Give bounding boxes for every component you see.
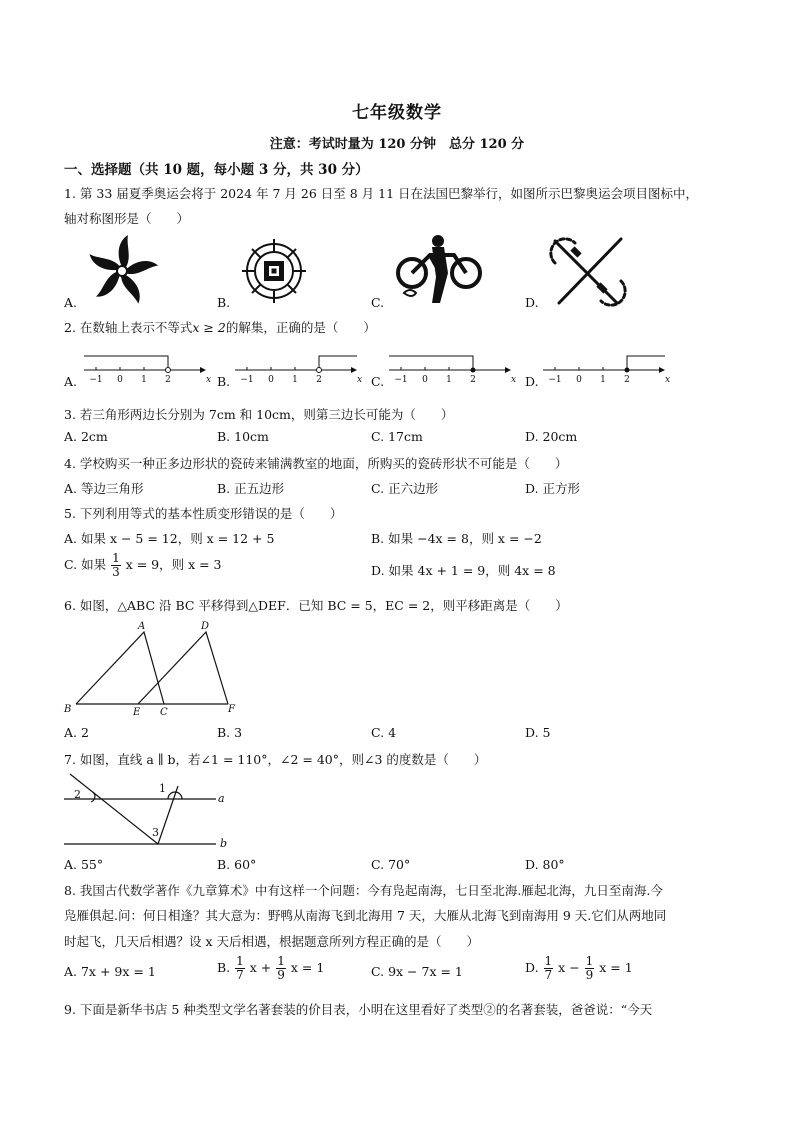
q2-option-c: C. (371, 374, 385, 389)
question-9-line-1: 9. 下面是新华书店 5 种类型文学名著套装的价目表，小明在这里看好了类型②的名著套装，爸爸说：“今天 (64, 1002, 653, 1017)
axis-arrow (659, 367, 665, 373)
target-icon (240, 237, 308, 305)
q5-option-a: A. 如果 x − 5 = 12，则 x = 12 + 5 (64, 531, 275, 546)
q5-option-c (64, 552, 222, 579)
fraction-numerator: 1 (277, 954, 285, 968)
fraction-denominator: 7 (236, 968, 244, 982)
exam-notice: 注意：考试时量为 120 分钟 总分 120 分 (269, 137, 525, 152)
translation-triangles-figure (60, 616, 250, 720)
axis-arrow (351, 367, 357, 373)
fraction-denominator: 9 (277, 968, 285, 982)
q2-option-d: D. (525, 374, 539, 389)
q3-option-b: B. 10cm (217, 429, 269, 444)
q7-option-d: D. 80° (525, 857, 565, 872)
tick-label: 1 (600, 375, 606, 385)
solid-dot (625, 368, 630, 373)
q8-option-a: A. 7x + 9x = 1 (64, 964, 156, 979)
cyclist-icon (394, 233, 484, 309)
fraction-numerator: 1 (585, 954, 594, 968)
q8-option-b-mid: x + (249, 960, 272, 975)
axis-variable-label: x (511, 375, 517, 385)
tick-label: −1 (394, 375, 408, 385)
q7-option-a: A. 55° (64, 857, 104, 872)
tick-label: 0 (422, 375, 428, 385)
label-f: F (228, 704, 235, 715)
question-8-line-1: 8. 我国古代数学著作《九章算术》中有这样一个问题：今有凫起南海，七日至北海.雁起北海，九日至南海.今 (64, 883, 663, 898)
q8-option-b-post: x = 1 (290, 960, 325, 975)
q6-option-b: B. 3 (217, 725, 243, 740)
tick-label: 1 (141, 375, 147, 385)
q8-option-b (217, 955, 324, 982)
fencing-icon (547, 233, 629, 311)
solid-dot (471, 368, 476, 373)
axis-variable-label: x (357, 375, 363, 385)
tick-label: 2 (165, 375, 171, 385)
axis-variable-label: x (665, 375, 671, 385)
label-d: D (201, 621, 210, 632)
angle-label-2: 2 (74, 788, 81, 801)
q2-inequality: x ≥ 2 (192, 320, 226, 335)
q8-option-d-label: D. (525, 960, 539, 975)
open-dot (166, 368, 171, 373)
tick-label: 2 (316, 375, 322, 385)
q3-option-d: D. 20cm (525, 429, 578, 444)
parallel-lines-figure (60, 768, 240, 852)
q1-option-c: C. (371, 295, 385, 310)
line-label-a: a (218, 792, 225, 805)
tick-label: −1 (89, 375, 103, 385)
tick-label: 2 (624, 375, 630, 385)
q3-option-a: A. 2cm (64, 429, 108, 444)
fraction-one-ninth (585, 955, 595, 982)
fraction-numerator: 1 (112, 551, 120, 565)
q2-number-line-c (387, 348, 519, 388)
question-7: 7. 如图，直线 a ∥ b，若∠1 = 110°，∠2 = 40°，则∠3 的度数是（ ） (64, 752, 487, 767)
pinwheel-icon (84, 233, 162, 309)
solution-bracket (319, 356, 357, 367)
q4-option-b: B. 正五边形 (217, 481, 285, 496)
section-heading: 一、选择题（共 10 题，每小题 3 分，共 30 分） (64, 162, 369, 178)
fraction-one-seventh (235, 955, 245, 982)
q2-stem-pre: 2. 在数轴上表示不等式 (64, 320, 193, 335)
solution-bracket (627, 356, 665, 367)
q4-option-a: A. 等边三角形 (64, 481, 144, 496)
q7-option-b: B. 60° (217, 857, 257, 872)
label-e: E (133, 707, 141, 718)
axis-arrow (505, 367, 511, 373)
q8-option-b-label: B. (217, 960, 231, 975)
fraction-denominator: 7 (544, 968, 553, 982)
q6-option-c: C. 4 (371, 725, 397, 740)
q2-number-line-b (233, 348, 365, 388)
solution-bracket (389, 356, 473, 367)
tick-label: 0 (268, 375, 274, 385)
question-1-line-1: 1. 第 33 届夏季奥运会将于 2024 年 7 月 26 日至 8 月 11 日在法国巴黎举行，如图所示巴黎奥运会项目图标中， (64, 186, 699, 201)
fraction-one-third (111, 552, 121, 579)
fraction-numerator: 1 (544, 954, 553, 968)
q5-option-d: D. 如果 4x + 1 = 9，则 4x = 8 (371, 563, 556, 578)
q8-option-d (525, 955, 633, 982)
q2-number-line-d (541, 348, 673, 388)
tick-label: −1 (240, 375, 254, 385)
open-dot (317, 368, 322, 373)
tick-label: 1 (446, 375, 452, 385)
q3-option-c: C. 17cm (371, 429, 423, 444)
q5-option-c-pre: C. 如果 (64, 557, 107, 572)
question-6: 6. 如图，△ABC 沿 BC 平移得到△DEF．已知 BC = 5，EC = 2，则平移距离是（ ） (64, 598, 568, 613)
fraction-denominator: 3 (112, 565, 120, 579)
q1-option-b: B. (217, 295, 231, 310)
tick-label: 0 (576, 375, 582, 385)
q4-option-d: D. 正方形 (525, 481, 581, 496)
tick-label: −1 (548, 375, 562, 385)
question-2 (64, 318, 376, 336)
tick-label: 0 (117, 375, 123, 385)
q4-option-c: C. 正六边形 (371, 481, 439, 496)
tick-label: 2 (470, 375, 476, 385)
q2-number-line-a (82, 348, 214, 388)
axis-variable-label: x (206, 375, 212, 385)
angle-label-1: 1 (159, 782, 166, 795)
q6-option-a: A. 2 (64, 725, 89, 740)
q8-option-c: C. 9x − 7x = 1 (371, 964, 463, 979)
question-5: 5. 下列利用等式的基本性质变形错误的是（ ） (64, 506, 343, 521)
q2-option-b: B. (217, 374, 231, 389)
question-3: 3. 若三角形两边长分别为 7cm 和 10cm，则第三边长可能为（ ） (64, 407, 454, 422)
q5-option-c-post: x = 9，则 x = 3 (125, 557, 222, 572)
q1-option-d: D. (525, 295, 539, 310)
question-8-line-2: 凫雁俱起.问：何日相逢？其大意为：野鸭从南海飞到北海用 7 天，大雁从北海飞到南海用 9 天.它们从两地同 (64, 908, 667, 923)
q7-option-c: C. 70° (371, 857, 411, 872)
fraction-one-ninth (276, 955, 286, 982)
solution-bracket (84, 356, 168, 367)
fraction-one-seventh (544, 955, 554, 982)
question-1-line-2: 轴对称图形是（ ） (64, 211, 190, 226)
tick-label: 1 (292, 375, 298, 385)
q8-option-d-post: x = 1 (599, 960, 633, 975)
angle-label-3: 3 (152, 826, 159, 839)
axis-arrow (200, 367, 206, 373)
line-label-b: b (220, 837, 228, 850)
label-b: B (64, 704, 72, 715)
question-8-line-3: 时起飞，几天后相遇？设 x 天后相遇，根据题意所列方程正确的是（ ） (64, 934, 479, 949)
fraction-denominator: 9 (585, 968, 594, 982)
q5-option-b: B. 如果 −4x = 8，则 x = −2 (371, 531, 542, 546)
q2-option-a: A. (64, 374, 78, 389)
q8-option-d-mid: x − (558, 960, 580, 975)
page-title: 七年级数学 (352, 103, 442, 123)
q1-option-a: A. (64, 295, 78, 310)
label-a: A (138, 621, 146, 632)
q2-stem-post: 的解集，正确的是（ ） (225, 320, 376, 335)
q6-option-d: D. 5 (525, 725, 551, 740)
fraction-numerator: 1 (236, 954, 244, 968)
label-c: C (160, 707, 168, 718)
question-4: 4. 学校购买一种正多边形状的瓷砖来铺满教室的地面，所购买的瓷砖形状不可能是（ ） (64, 456, 568, 471)
